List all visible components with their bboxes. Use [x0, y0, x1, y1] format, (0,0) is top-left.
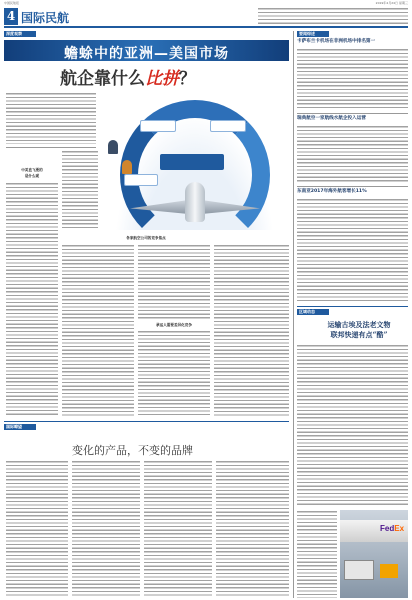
bottom-column-3 [144, 460, 212, 598]
section-rule [297, 306, 408, 307]
news-title-2: 瑞典航空一家航线水航企投入运营 [297, 116, 366, 121]
body-column-3b [138, 330, 210, 416]
feature-right-body-2 [297, 510, 337, 598]
news-body-1 [297, 48, 408, 110]
info-center-panel [160, 154, 224, 170]
section-rule [4, 421, 289, 422]
news-body-3 [297, 198, 408, 302]
page-number: 4 [4, 8, 18, 25]
subhead-mid-2: 承运人需要差异化竞争 [156, 323, 192, 327]
info-bubble [140, 120, 176, 132]
column-label-lookout: 国际瞭望 [4, 424, 36, 430]
feature-heading-mark: ？ [179, 69, 196, 89]
feature-heading-highlight: 比拼 [145, 69, 179, 89]
newspaper-name: 中国民航报 [4, 1, 20, 5]
passenger-icon [108, 140, 118, 154]
section-title: 国际民航 [21, 11, 70, 25]
feature-right-title-2: 联邦快递有点“酷” [330, 330, 388, 339]
feature-right-title-1: 运输古埃及法老文物 [327, 320, 391, 329]
infographic [100, 90, 289, 230]
fedex-logo: FedEx [380, 524, 405, 533]
column-label-regional: 区域动态 [297, 309, 329, 315]
divider [297, 186, 408, 187]
issue-date: 2019年4月24日 星期三 [375, 1, 408, 5]
info-bubble [124, 174, 158, 186]
bottom-column-1 [6, 460, 68, 598]
body-column-1 [6, 182, 58, 417]
body-column-4 [214, 244, 289, 416]
bottom-column-2 [72, 460, 140, 598]
page-header [4, 6, 408, 28]
subhead-left: 中美直飞要的 [21, 168, 43, 172]
bottom-article-title: 变化的产品，不变的品牌 [72, 444, 193, 457]
fedex-photo [340, 510, 408, 598]
airplane-fuselage-icon [185, 182, 205, 222]
forklift-icon [380, 564, 398, 578]
feature-right-body [297, 344, 408, 506]
news-body-2 [297, 125, 408, 183]
info-bubble [210, 120, 246, 132]
truck-icon [344, 560, 374, 580]
intro-text [6, 92, 96, 144]
feature-heading-text: 航企靠什么 [60, 69, 145, 89]
column-divider [293, 31, 294, 598]
column-label-focus: 深度观察 [4, 31, 36, 37]
divider [297, 113, 408, 114]
divider [6, 147, 96, 148]
masthead-info [258, 7, 408, 26]
body-column-1b [62, 150, 98, 230]
feature-banner-text: 蟾蜍中的亚洲—美国市场 [64, 46, 229, 62]
bottom-column-4 [216, 460, 289, 598]
column-label-news: 要闻综述 [297, 31, 329, 37]
body-column-3 [138, 244, 210, 320]
subhead-mid-1: 各家航空公司的竞争焦点 [126, 236, 166, 240]
news-title-3: 东南亚2017年海外航客增长11% [297, 189, 367, 194]
passenger-icon [122, 160, 132, 174]
subhead-left-2: 是什么呢 [24, 174, 40, 178]
news-title-1: 卡萨布兰卡机场在非洲机场中排名第一 [297, 39, 376, 44]
feature-heading [60, 64, 260, 89]
feature-banner [4, 40, 289, 61]
body-column-2 [62, 244, 134, 416]
